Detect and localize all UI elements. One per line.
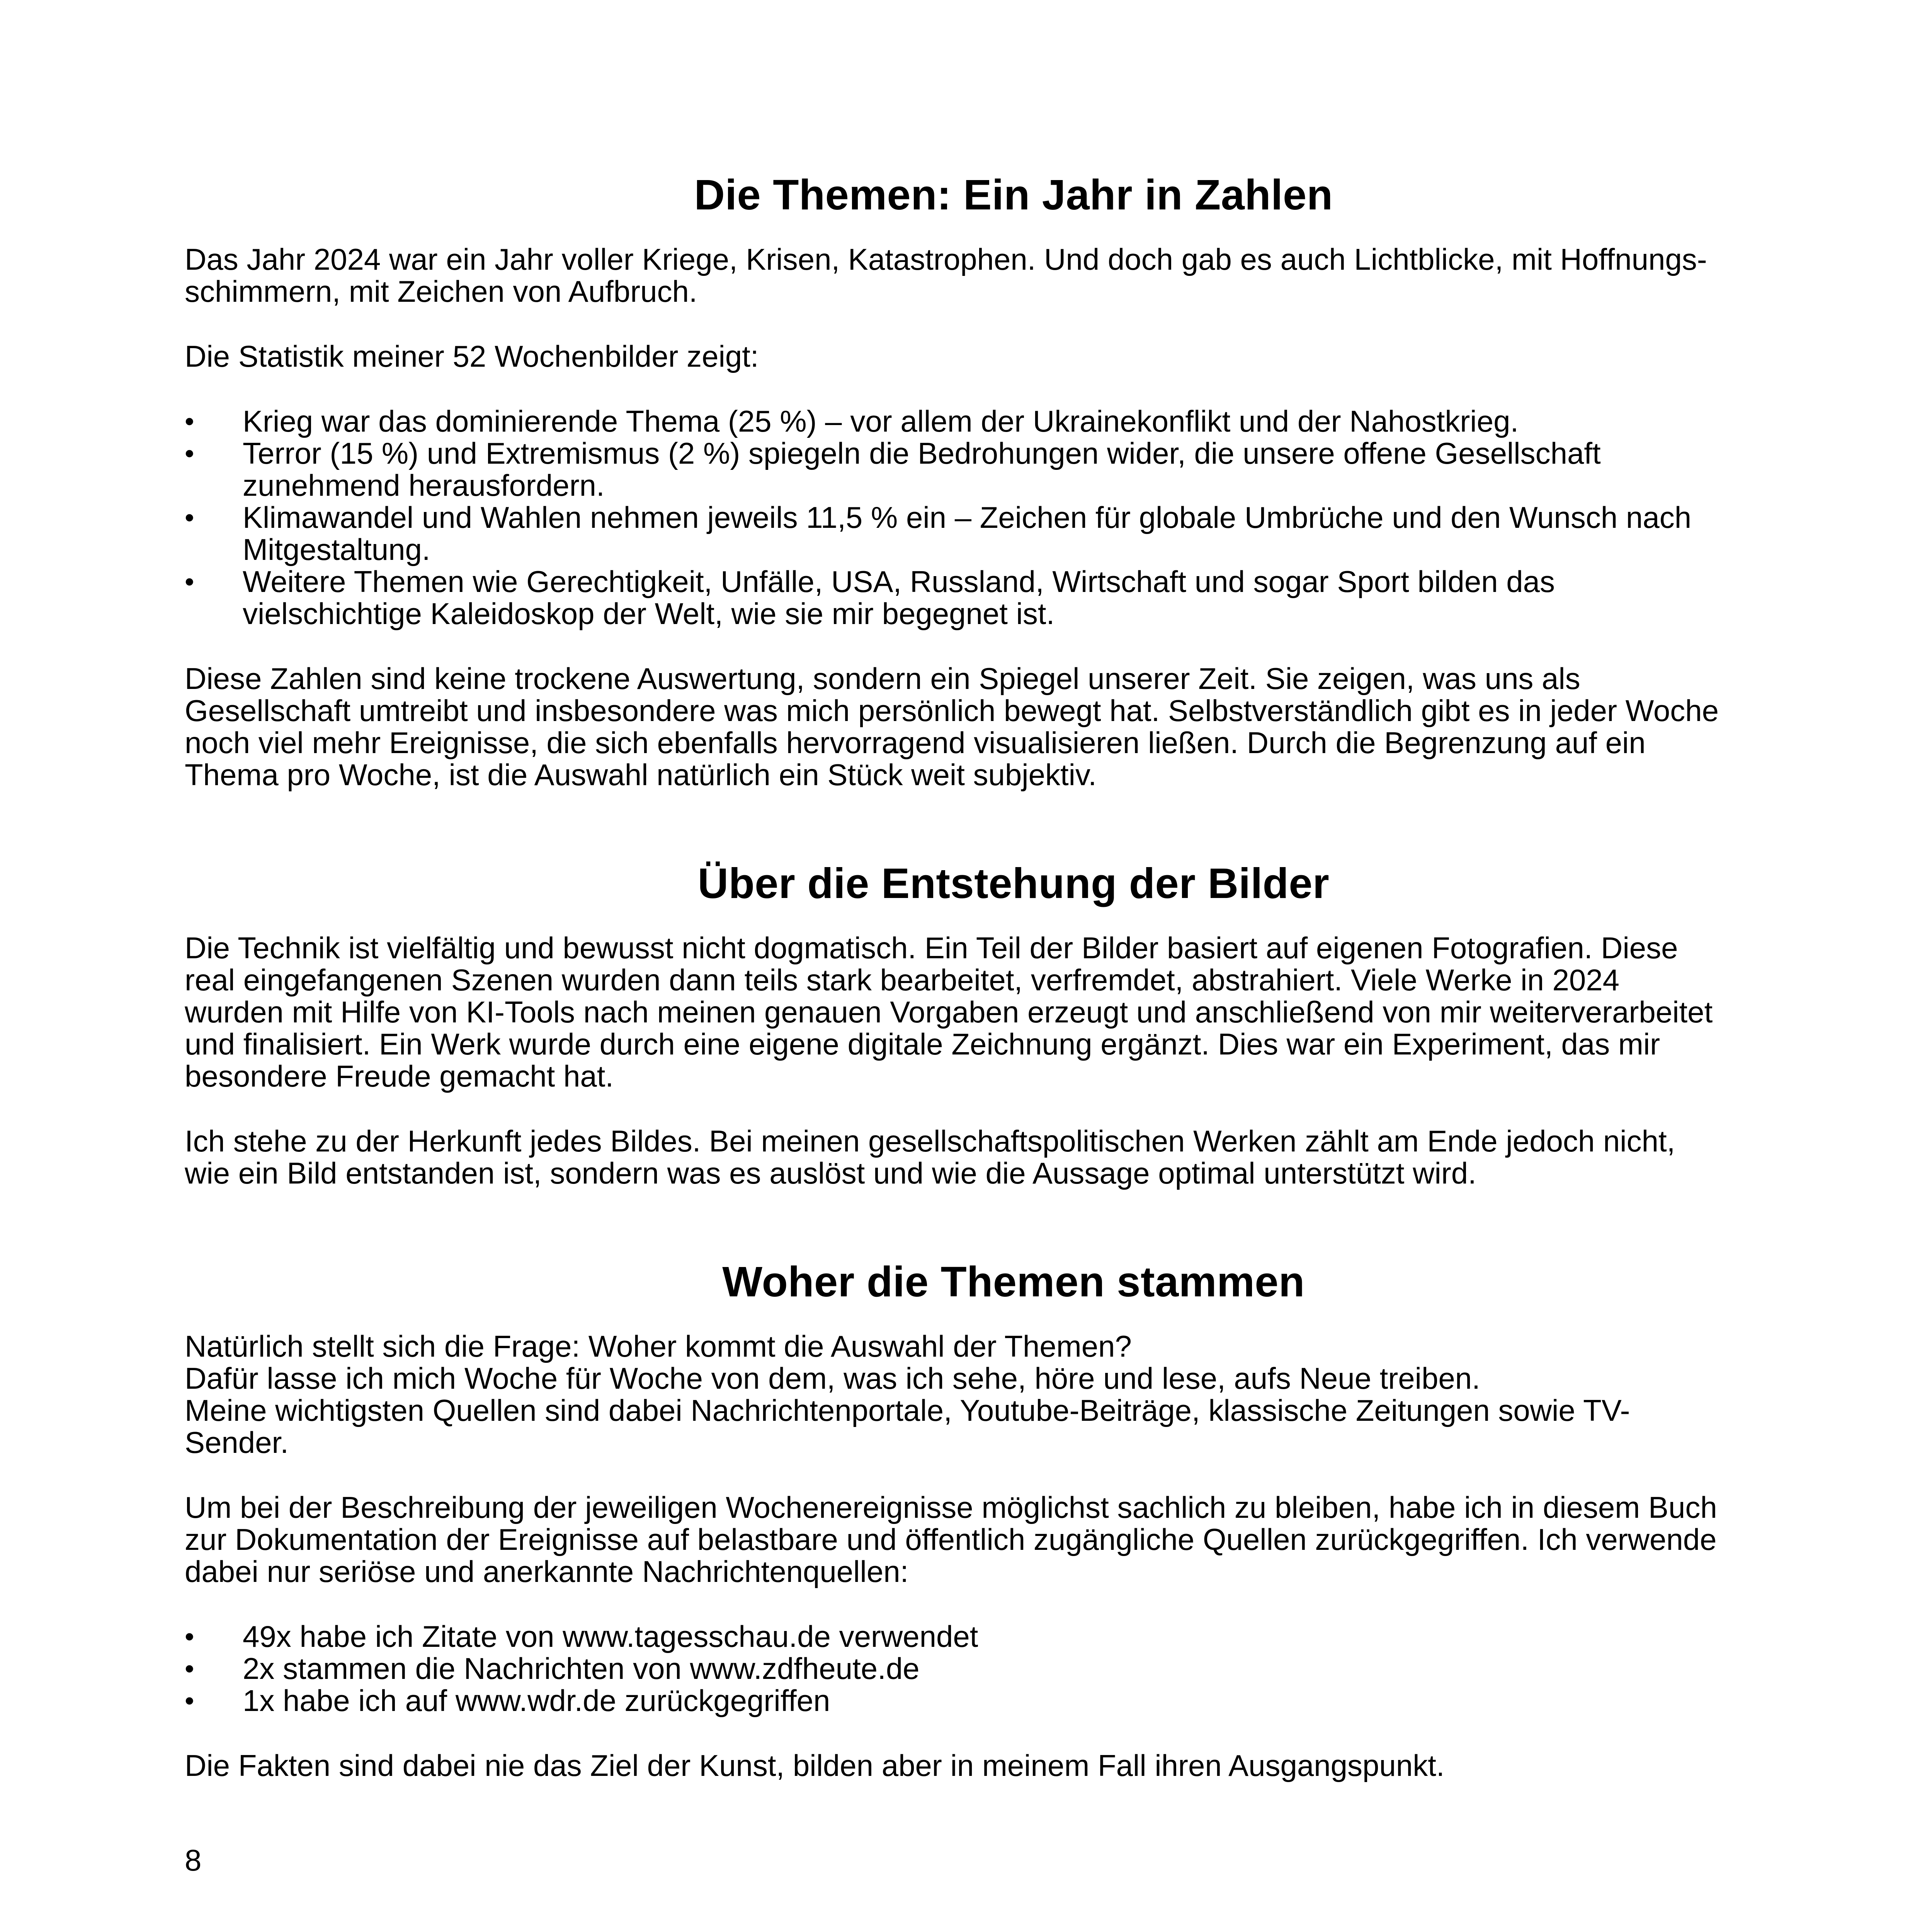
text-line: Weitere Themen wie Gerechtigkeit, Unfälle, USA, Russland, Wirtschaft und sogar Sport bilden das <box>243 565 1555 599</box>
text-line: Meine wichtigsten Quellen sind dabei Nachrichtenportale, Youtube-Beiträge, klassische Zeitungen sowie TV- <box>185 1393 1630 1427</box>
text-line: noch viel mehr Ereignisse, die sich ebenfalls hervorragend visualisieren ließen. Durch die Begrenzung auf ein <box>185 726 1646 760</box>
bullet-marker: • <box>185 406 194 436</box>
bullet-marker: • <box>185 502 194 532</box>
text-line: 2x stammen die Nachrichten von www.zdfheute.de <box>243 1651 920 1685</box>
list-item <box>185 1685 1842 1717</box>
section-title-herkunft: Woher die Themen stammen <box>722 1258 1305 1306</box>
themen-bullet-list <box>185 405 1842 630</box>
text-line: Thema pro Woche, ist die Auswahl natürlich ein Stück weit subjektiv. <box>185 758 1097 792</box>
text-line: 1x habe ich auf www.wdr.de zurückgegriffen <box>243 1684 830 1718</box>
text-line: 49x habe ich Zitate von www.tagesschau.de verwendet <box>243 1619 978 1653</box>
text-line: Das Jahr 2024 war ein Jahr voller Kriege, Krisen, Katastrophen. Und doch gab es auch Lichtblicke, mit Hoffnungs- <box>185 242 1707 276</box>
bullet-marker: • <box>185 1685 194 1716</box>
text-line: Gesellschaft umtreibt und insbesondere was mich persönlich bewegt hat. Selbstverständlich gibt es in jeder Woche <box>185 694 1719 728</box>
page-content <box>185 170 1842 1782</box>
paragraph-intro <box>185 243 1842 308</box>
paragraph-fakten: Die Fakten sind dabei nie das Ziel der Kunst, bilden aber in meinem Fall ihren Ausgangspunkt. <box>185 1748 1445 1782</box>
text-line: dabei nur seriöse und anerkannte Nachrichtenquellen: <box>185 1554 909 1588</box>
text-line: Natürlich stellt sich die Frage: Woher kommt die Auswahl der Themen? <box>185 1329 1132 1363</box>
text-line: zur Dokumentation der Ereignisse auf belastbare und öffentlich zugängliche Quellen zurückgegriffen. Ich verwende <box>185 1522 1717 1556</box>
text-line: Krieg war das dominierende Thema (25 %) – vor allem der Ukrainekonflikt und der Nahostkrieg. <box>243 404 1519 438</box>
section-title-themen: Die Themen: Ein Jahr in Zahlen <box>694 171 1333 219</box>
text-line: Dafür lasse ich mich Woche für Woche von dem, was ich sehe, höre und lese, aufs Neue treiben. <box>185 1361 1480 1395</box>
list-item <box>185 566 1842 630</box>
text-line: wie ein Bild entstanden ist, sondern was es auslöst und wie die Aussage optimal unterstützt wird. <box>185 1156 1476 1190</box>
list-item <box>185 437 1842 502</box>
text-line: real eingefangenen Szenen wurden dann teils stark bearbeitet, verfremdet, abstrahiert. Viele Werke in 2024 <box>185 963 1620 997</box>
bullet-marker: • <box>185 566 194 597</box>
text-line: Um bei der Beschreibung der jeweiligen Wochenereignisse möglichst sachlich zu bleiben, habe ich in diesem Buch <box>185 1490 1717 1524</box>
text-line: Terror (15 %) und Extremismus (2 %) spiegeln die Bedrohungen wider, die unsere offene Gesellschaft <box>243 436 1601 470</box>
paragraph-frage <box>185 1330 1842 1459</box>
paragraph-spiegel <box>185 663 1842 791</box>
list-item <box>185 502 1842 566</box>
text-line: Mitgestaltung. <box>243 532 430 566</box>
text-line: Sender. <box>185 1425 289 1459</box>
text-line: Diese Zahlen sind keine trockene Auswertung, sondern ein Spiegel unserer Zeit. Sie zeigen, was uns als <box>185 662 1580 696</box>
text-line: schimmern, mit Zeichen von Aufbruch. <box>185 274 697 308</box>
list-item <box>185 1621 1842 1653</box>
bullet-marker: • <box>185 438 194 468</box>
paragraph-herkunft-bild <box>185 1125 1842 1189</box>
text-line: Ich stehe zu der Herkunft jedes Bildes. Bei meinen gesellschaftspolitischen Werken zählt am Ende jedoch nicht, <box>185 1124 1675 1158</box>
quellen-bullet-list <box>185 1621 1842 1717</box>
list-item <box>185 1653 1842 1685</box>
text-line: wurden mit Hilfe von KI-Tools nach meinen genauen Vorgaben erzeugt und anschließend von mir weiterverarbeitet <box>185 995 1713 1029</box>
text-line: besondere Freude gemacht hat. <box>185 1059 614 1093</box>
section-title-entstehung: Über die Entstehung der Bilder <box>697 860 1330 907</box>
paragraph-statistik: Die Statistik meiner 52 Wochenbilder zeigt: <box>185 339 759 373</box>
text-line: zunehmend herausfordern. <box>243 468 605 502</box>
text-line: Die Technik ist vielfältig und bewusst nicht dogmatisch. Ein Teil der Bilder basiert auf eigenen Fotografien. Diese <box>185 931 1678 965</box>
paragraph-technik <box>185 932 1842 1092</box>
text-line: und finalisiert. Ein Werk wurde durch eine eigene digitale Zeichnung ergänzt. Dies war ein Experiment, das mir <box>185 1027 1660 1061</box>
text-line: Klimawandel und Wahlen nehmen jeweils 11,5 % ein – Zeichen für globale Umbrüche und den Wunsch nach <box>243 500 1692 534</box>
text-line: vielschichtige Kaleidoskop der Welt, wie sie mir begegnet ist. <box>243 597 1055 631</box>
paragraph-quellen <box>185 1492 1842 1588</box>
bullet-marker: • <box>185 1653 194 1684</box>
bullet-marker: • <box>185 1621 194 1651</box>
list-item <box>185 405 1842 437</box>
page-number: 8 <box>185 1843 202 1877</box>
